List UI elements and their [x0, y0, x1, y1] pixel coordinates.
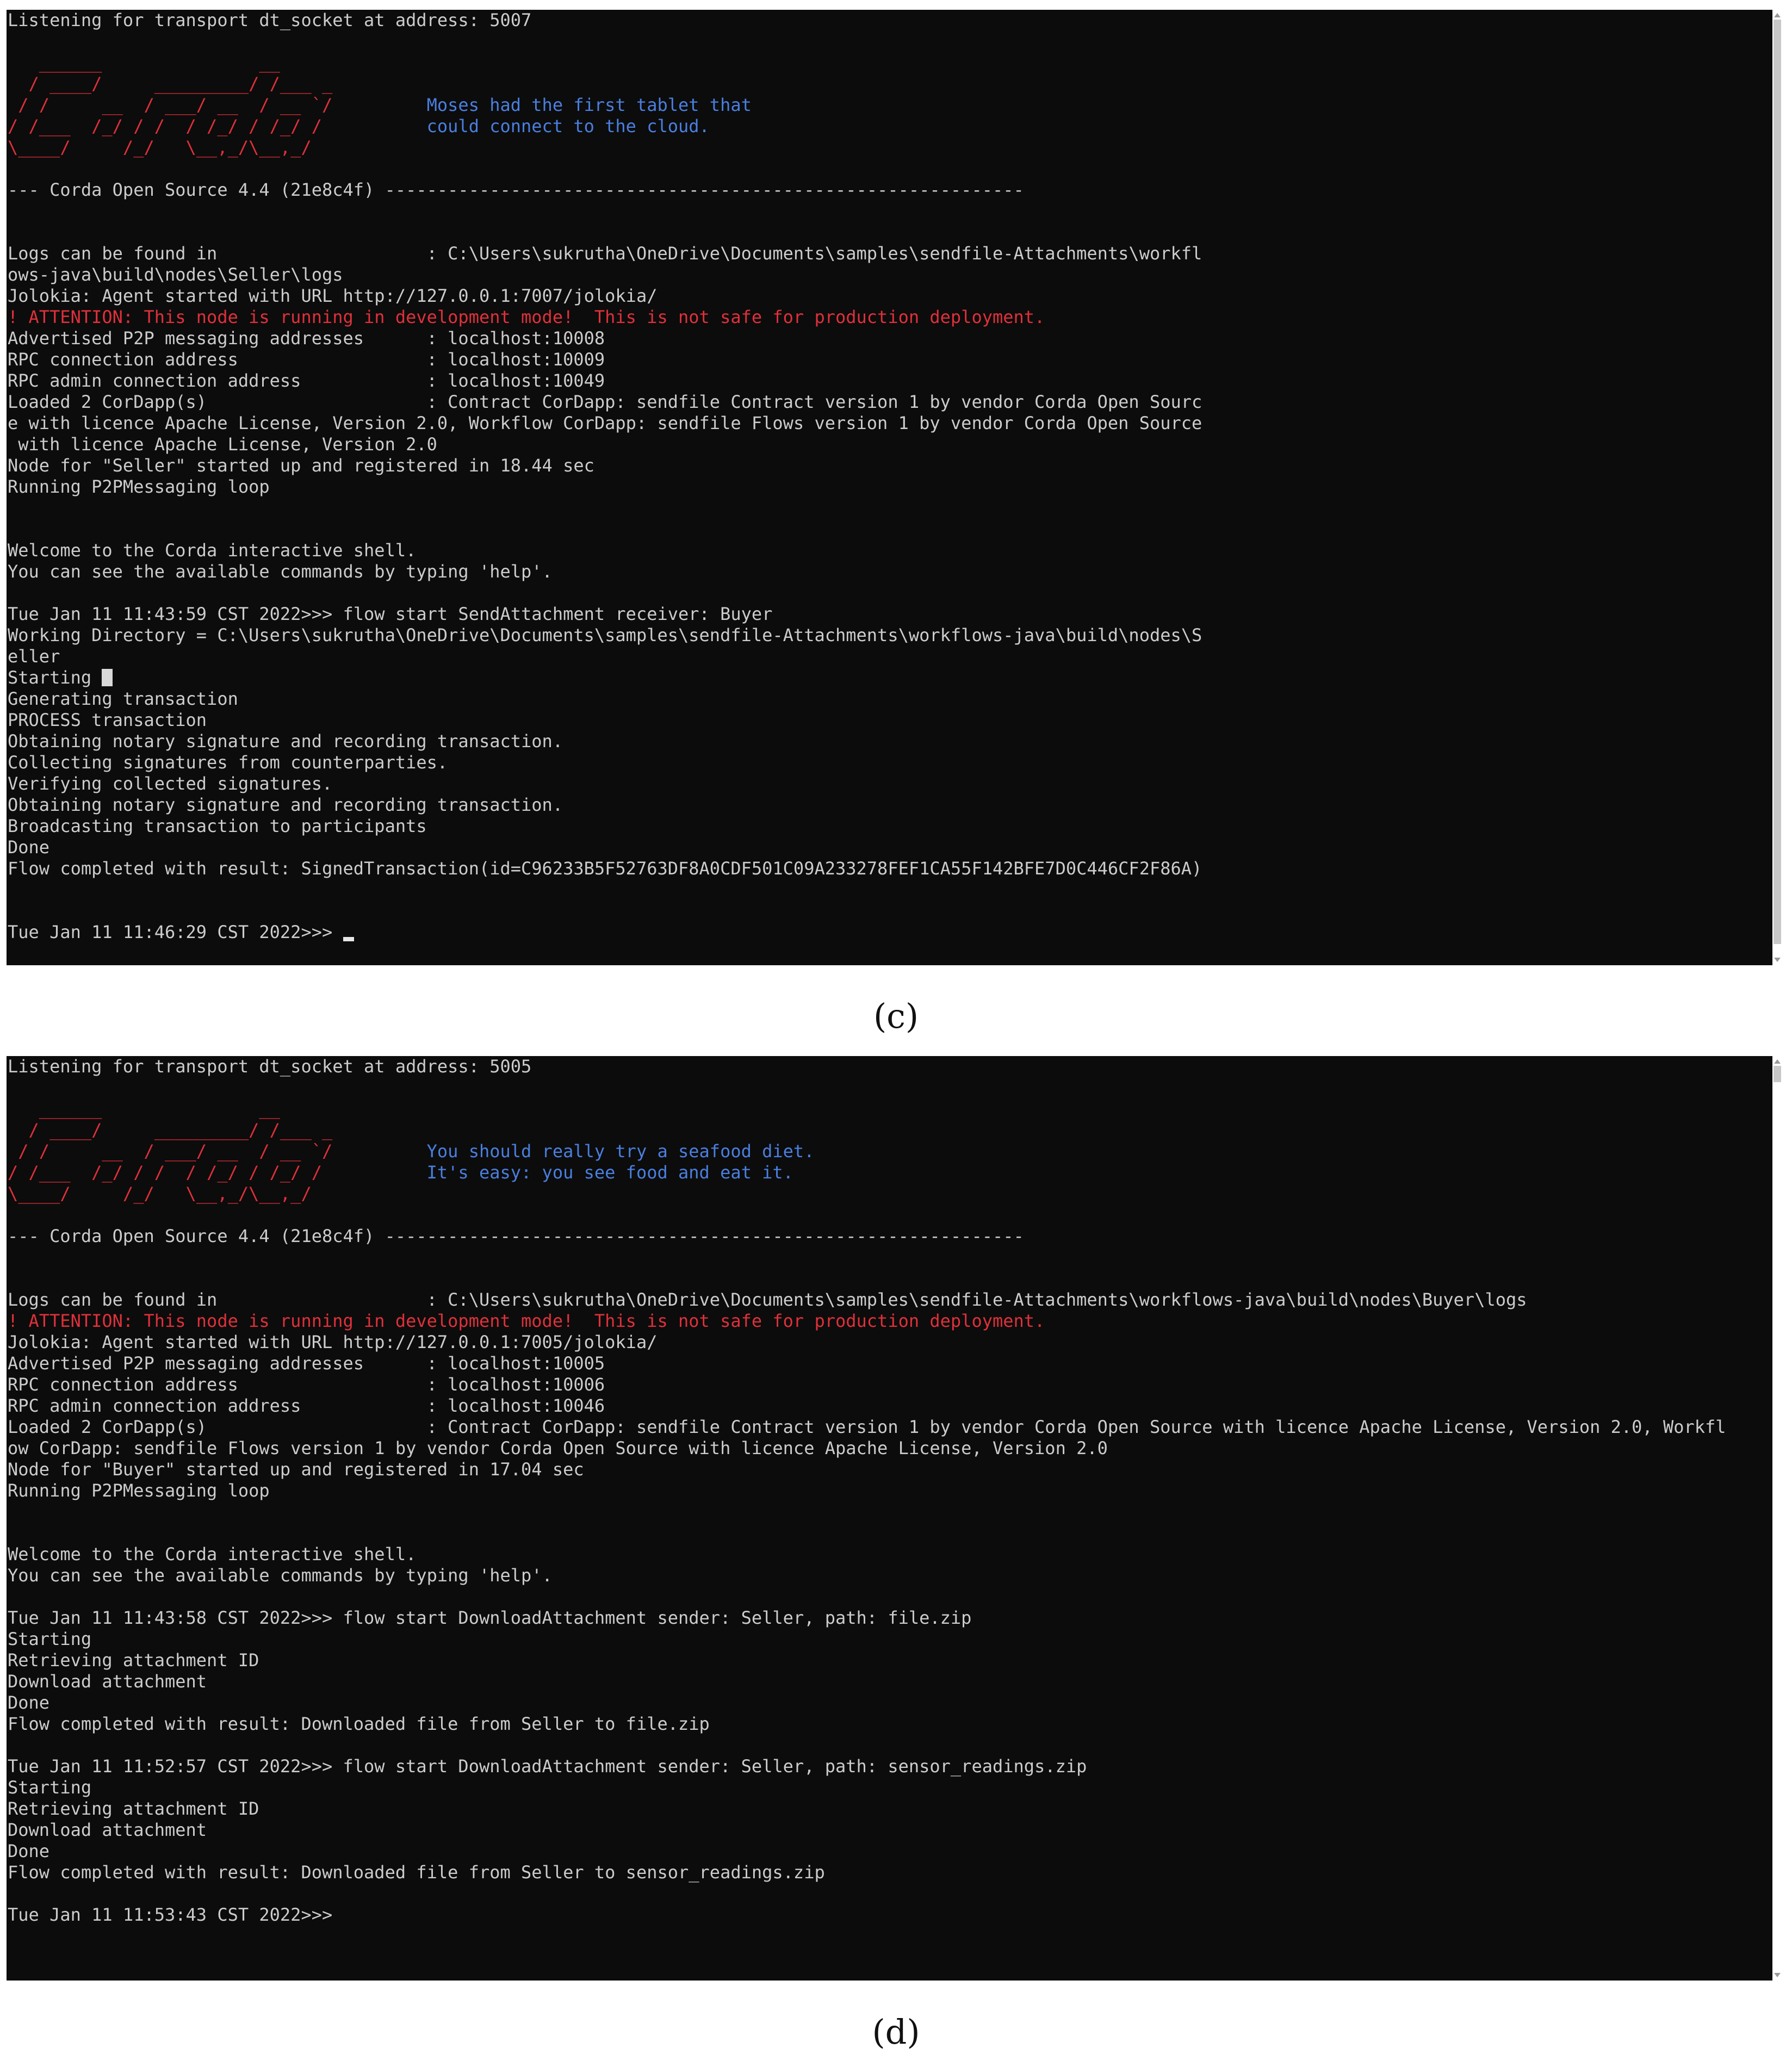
terminal-line-text: / / __ / ___/ __ / __ `/ — [8, 1141, 427, 1162]
terminal-line-text: Tue Jan 11 11:53:43 CST 2022>>> — [8, 1904, 343, 1925]
terminal-line-text: Starting — [8, 1629, 92, 1649]
terminal-line — [7, 837, 1760, 858]
vertical-scrollbar[interactable] — [1772, 10, 1782, 965]
terminal-line — [7, 392, 1760, 413]
terminal-line-text: / /___ /_/ / / / /_/ / /_/ / — [8, 116, 427, 136]
vertical-scrollbar[interactable] — [1772, 1056, 1782, 1981]
terminal-line-text: Running P2PMessaging loop — [8, 1480, 270, 1501]
terminal-line — [7, 1544, 1760, 1565]
terminal-line-text: You can see the available commands by typing 'help'. — [8, 561, 553, 582]
banner-quote-text: It's easy: you see food and eat it. — [426, 1162, 793, 1183]
terminal-line — [7, 1459, 1760, 1480]
terminal-line-text: Download attachment — [8, 1671, 207, 1692]
terminal-line — [7, 52, 1760, 73]
terminal-line-text: ______ __ — [8, 1098, 280, 1119]
terminal-line — [7, 879, 1760, 901]
terminal-line-text: ow CorDapp: sendfile Flows version 1 by vendor Corda Open Source with licence Apache License, Version 2.0 — [8, 1438, 1108, 1458]
terminal-line-text: Listening for transport dt_socket at address: 5005 — [8, 1056, 532, 1077]
terminal-line-text: / / __ / ___/ __ / __ `/ — [8, 95, 427, 115]
terminal-line-text: Done — [8, 837, 50, 858]
terminal-line — [7, 1141, 1760, 1162]
terminal-line-text: Retrieving attachment ID — [8, 1798, 259, 1819]
terminal-line — [7, 222, 1760, 243]
terminal-line-text: Verifying collected signatures. — [8, 773, 333, 794]
terminal-line-text: ! ATTENTION: This node is running in development mode! This is not safe for production deployment. — [8, 307, 1045, 327]
terminal-line — [7, 1417, 1760, 1438]
terminal-line — [7, 434, 1760, 455]
terminal-line — [7, 1904, 1760, 1926]
terminal-line — [7, 370, 1760, 392]
terminal-line — [7, 1820, 1760, 1841]
terminal-line-text: Tue Jan 11 11:46:29 CST 2022>>> — [8, 922, 343, 942]
terminal-line — [7, 1268, 1760, 1289]
terminal-line-text: Tue Jan 11 11:43:58 CST 2022>>> flow start DownloadAttachment sender: Seller, path: file.zip — [8, 1607, 972, 1628]
terminal-line — [7, 1098, 1760, 1120]
terminal-line — [7, 540, 1760, 561]
scroll-up-arrow-icon[interactable] — [1774, 13, 1781, 17]
terminal-line — [7, 1650, 1760, 1671]
terminal-line-text: You can see the available commands by typing 'help'. — [8, 1565, 553, 1586]
banner-quote-text: You should really try a seafood diet. — [426, 1141, 815, 1162]
terminal-line-text: Starting — [8, 1777, 92, 1798]
terminal-line — [7, 1311, 1760, 1332]
scroll-up-arrow-icon[interactable] — [1774, 1059, 1781, 1064]
terminal-line — [7, 476, 1760, 498]
terminal-output — [7, 10, 1760, 943]
terminal-line — [7, 858, 1760, 879]
text-cursor — [343, 937, 354, 941]
terminal-line — [7, 285, 1760, 307]
terminal-line-text: Running P2PMessaging loop — [8, 476, 270, 497]
terminal-line — [7, 328, 1760, 349]
terminal-line-text: Node for "Buyer" started up and registered in 17.04 sec — [8, 1459, 584, 1480]
terminal-line-text: Done — [8, 1841, 50, 1861]
terminal-line — [7, 667, 1760, 688]
terminal-line — [7, 1480, 1760, 1501]
terminal-line-text: Advertised P2P messaging addresses : localhost:10008 — [8, 328, 605, 349]
terminal-line-text: Welcome to the Corda interactive shell. — [8, 540, 417, 561]
terminal-line — [7, 1607, 1760, 1629]
terminal-line — [7, 582, 1760, 604]
figure-caption-d: (d) — [872, 2012, 920, 2052]
terminal-line-text: Loaded 2 CorDapp(s) : Contract CorDapp: sendfile Contract version 1 by vendor Corda Open Source with licence Apache License, Version 2.0, Workfl — [8, 1417, 1726, 1437]
terminal-line-text: --- Corda Open Source 4.4 (21e8c4f) ------------------------------------------------------------- — [8, 1226, 1024, 1246]
terminal-line — [7, 1332, 1760, 1353]
terminal-line — [7, 922, 1760, 943]
terminal-line — [7, 1395, 1760, 1417]
terminal-line-text: Node for "Seller" started up and registered in 18.44 sec — [8, 455, 594, 476]
terminal-line-text: Welcome to the Corda interactive shell. — [8, 1544, 417, 1565]
text-cursor — [102, 669, 113, 686]
terminal-line-text: Tue Jan 11 11:52:57 CST 2022>>> flow start DownloadAttachment sender: Seller, path: sensor_readings.zip — [8, 1756, 1087, 1777]
terminal-line-text: Tue Jan 11 11:43:59 CST 2022>>> flow start SendAttachment receiver: Buyer — [8, 604, 773, 624]
terminal-line-text: Jolokia: Agent started with URL http://127.0.0.1:7005/jolokia/ — [8, 1332, 658, 1352]
scroll-thumb[interactable] — [1774, 20, 1781, 944]
terminal-line-text: Advertised P2P messaging addresses : localhost:10005 — [8, 1353, 605, 1374]
terminal-line — [7, 73, 1760, 95]
terminal-line — [7, 1565, 1760, 1586]
terminal-line-text: Listening for transport dt_socket at address: 5007 — [8, 10, 532, 30]
terminal-line — [7, 1120, 1760, 1141]
terminal-line — [7, 1374, 1760, 1395]
terminal-line-text: RPC admin connection address : localhost:10046 — [8, 1395, 605, 1416]
terminal-line — [7, 158, 1760, 179]
terminal-line — [7, 455, 1760, 476]
terminal-line-text: Generating transaction — [8, 688, 238, 709]
terminal-line-text: Flow completed with result: Downloaded file from Seller to sensor_readings.zip — [8, 1862, 825, 1883]
terminal-line — [7, 243, 1760, 264]
terminal-line — [7, 179, 1760, 201]
terminal-line — [7, 901, 1760, 922]
terminal-line — [7, 1756, 1760, 1777]
terminal-line — [7, 1501, 1760, 1523]
terminal-line — [7, 1692, 1760, 1714]
terminal-line — [7, 498, 1760, 519]
terminal-line-text: with licence Apache License, Version 2.0 — [8, 434, 437, 455]
terminal-line — [7, 116, 1760, 137]
terminal-window-buyer[interactable] — [7, 1056, 1782, 1981]
terminal-line-text: Obtaining notary signature and recording transaction. — [8, 794, 563, 815]
terminal-line-text: --- Corda Open Source 4.4 (21e8c4f) ------------------------------------------------------------- — [8, 179, 1024, 200]
terminal-line — [7, 10, 1760, 31]
terminal-line — [7, 1205, 1760, 1226]
scroll-thumb[interactable] — [1774, 1066, 1781, 1082]
terminal-line — [7, 1629, 1760, 1650]
scroll-down-arrow-icon[interactable] — [1774, 1973, 1781, 1977]
terminal-line-text: RPC connection address : localhost:10006 — [8, 1374, 605, 1395]
terminal-line — [7, 1798, 1760, 1820]
figure-caption-c: (c) — [873, 996, 919, 1036]
terminal-line — [7, 604, 1760, 625]
terminal-line — [7, 1883, 1760, 1904]
terminal-line — [7, 1671, 1760, 1692]
terminal-line — [7, 31, 1760, 52]
terminal-line-text: e with licence Apache License, Version 2.0, Workflow CorDapp: sendfile Flows version 1 by vendor Corda Open Source — [8, 413, 1202, 433]
terminal-line — [7, 1777, 1760, 1798]
terminal-line — [7, 307, 1760, 328]
terminal-line — [7, 1353, 1760, 1374]
terminal-output — [7, 1056, 1760, 1926]
terminal-line-text: eller — [8, 646, 60, 667]
terminal-line-text: Loaded 2 CorDapp(s) : Contract CorDapp: sendfile Contract version 1 by vendor Corda Open Sourc — [8, 392, 1202, 412]
terminal-line — [7, 519, 1760, 540]
terminal-line-text: Collecting signatures from counterparties. — [8, 752, 448, 773]
terminal-line-text: / /___ /_/ / / / /_/ / /_/ / — [8, 1162, 427, 1183]
terminal-line — [7, 1735, 1760, 1756]
terminal-line — [7, 1714, 1760, 1735]
terminal-line-text: Retrieving attachment ID — [8, 1650, 259, 1671]
terminal-line-text: / ____/ _________/ /___ _ — [8, 1120, 333, 1140]
terminal-line — [7, 1226, 1760, 1247]
terminal-line — [7, 1247, 1760, 1268]
terminal-line — [7, 646, 1760, 667]
terminal-line — [7, 1841, 1760, 1862]
terminal-line-text: Broadcasting transaction to participants — [8, 816, 427, 836]
terminal-line-text: ______ __ — [8, 52, 280, 73]
banner-quote-text: Moses had the first tablet that — [426, 95, 752, 115]
terminal-line-text: / ____/ _________/ /___ _ — [8, 73, 333, 94]
terminal-line — [7, 95, 1760, 116]
terminal-line — [7, 752, 1760, 773]
banner-quote-text: could connect to the cloud. — [426, 116, 710, 136]
terminal-line — [7, 413, 1760, 434]
terminal-line-text: Logs can be found in : C:\Users\sukrutha\OneDrive\Documents\samples\sendfile-Attachments\workfl — [8, 243, 1202, 264]
terminal-line-text: Logs can be found in : C:\Users\sukrutha\OneDrive\Documents\samples\sendfile-Attachments\workflows-java\build\nodes\Buyer\logs — [8, 1289, 1527, 1310]
terminal-line — [7, 1183, 1760, 1205]
terminal-line-text: RPC admin connection address : localhost:10049 — [8, 370, 605, 391]
terminal-line-text: ! ATTENTION: This node is running in development mode! This is not safe for production deployment. — [8, 1311, 1045, 1331]
terminal-line — [7, 710, 1760, 731]
terminal-line — [7, 688, 1760, 710]
terminal-line — [7, 794, 1760, 816]
terminal-line-text: Obtaining notary signature and recording transaction. — [8, 731, 563, 752]
terminal-line-text: PROCESS transaction — [8, 710, 207, 730]
terminal-line — [7, 349, 1760, 370]
terminal-line — [7, 1289, 1760, 1311]
terminal-line — [7, 1862, 1760, 1883]
terminal-line-text: Flow completed with result: SignedTransaction(id=C96233B5F52763DF8A0CDF501C09A233278FEF1CA55F142BFE7D0C446CF2F86A) — [8, 858, 1202, 879]
terminal-line — [7, 1056, 1760, 1077]
terminal-line-text: Download attachment — [8, 1820, 207, 1840]
terminal-line — [7, 1077, 1760, 1098]
terminal-line — [7, 1162, 1760, 1183]
terminal-line — [7, 1523, 1760, 1544]
terminal-line-text: Flow completed with result: Downloaded file from Seller to file.zip — [8, 1714, 710, 1734]
terminal-line-text: \____/ /_/ \__,_/\__,_/ — [8, 137, 312, 158]
terminal-line — [7, 137, 1760, 158]
terminal-line — [7, 1438, 1760, 1459]
terminal-line — [7, 1586, 1760, 1607]
terminal-line-text: Starting — [8, 667, 102, 688]
terminal-line — [7, 201, 1760, 222]
terminal-line-text: Done — [8, 1692, 50, 1713]
terminal-line-text: RPC connection address : localhost:10009 — [8, 349, 605, 370]
terminal-line-text: \____/ /_/ \__,_/\__,_/ — [8, 1183, 312, 1204]
terminal-line — [7, 625, 1760, 646]
terminal-line — [7, 773, 1760, 794]
terminal-line-text: Jolokia: Agent started with URL http://127.0.0.1:7007/jolokia/ — [8, 285, 658, 306]
terminal-line-text: Working Directory = C:\Users\sukrutha\OneDrive\Documents\samples\sendfile-Attachments\workflows-java\build\nodes\S — [8, 625, 1202, 645]
terminal-line — [7, 731, 1760, 752]
terminal-line — [7, 264, 1760, 285]
scroll-down-arrow-icon[interactable] — [1774, 958, 1781, 962]
terminal-line — [7, 816, 1760, 837]
terminal-line-text: ows-java\build\nodes\Seller\logs — [8, 264, 343, 285]
terminal-line — [7, 561, 1760, 582]
terminal-window-seller[interactable] — [7, 10, 1782, 965]
